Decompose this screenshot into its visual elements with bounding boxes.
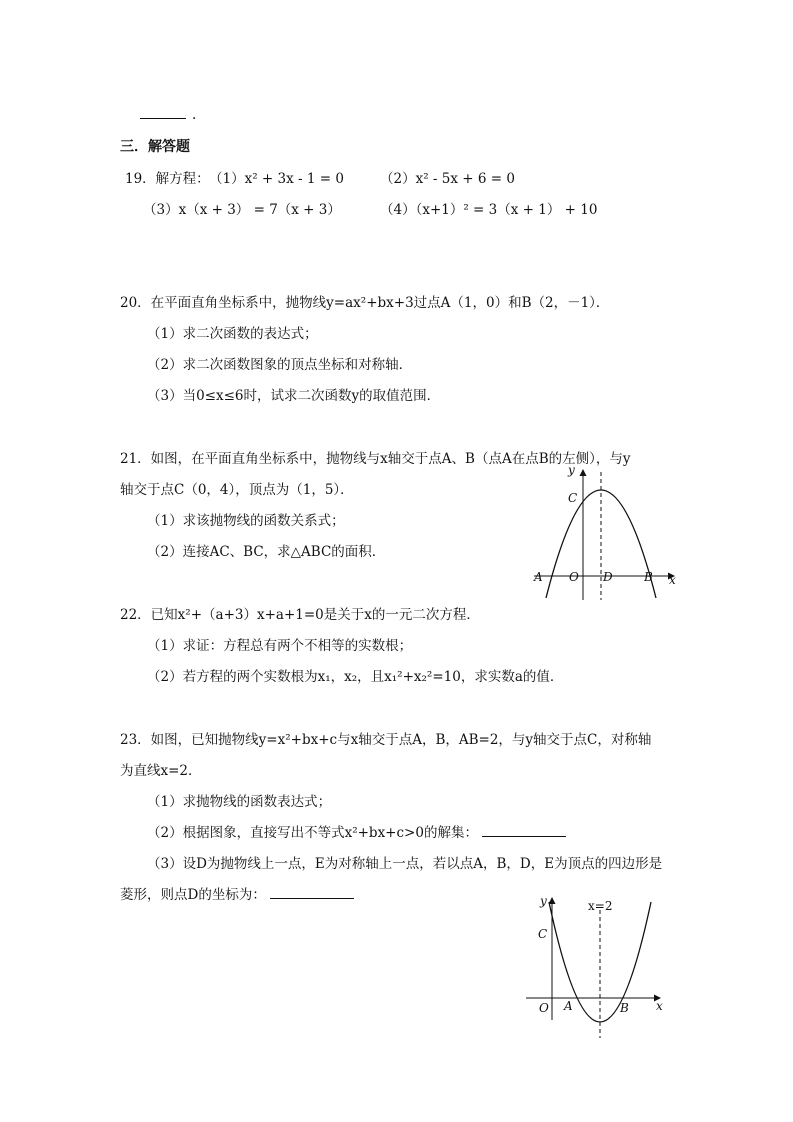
q21-part2: （2）连接AC、BC，求△ABC的面积．	[147, 544, 386, 560]
q22-part1: （1）求证：方程总有两个不相等的实数根；	[147, 638, 413, 654]
q23-label-C: C	[538, 927, 548, 941]
q23-part3b-row	[120, 883, 354, 903]
q23-label-axis: x=2	[588, 899, 613, 913]
q23-part3a: （3）设D为抛物线上一点，E为对称轴上一点，若以点A，B，D，E为顶点的四边形是	[147, 856, 663, 872]
q21-label-A: A	[534, 570, 543, 584]
q21-label-x: x	[669, 573, 676, 587]
q23-label-A: A	[564, 999, 573, 1013]
q19-part4: （4）（x+1）² = 3（x + 1） + 10	[380, 202, 598, 218]
q21-figure	[528, 460, 688, 602]
q21-label-O: O	[569, 570, 579, 584]
q21-label-D: D	[603, 570, 613, 584]
q19-part2: （2）x² - 5x + 6 = 0	[380, 171, 515, 187]
q23-line2: 为直线x=2．	[120, 763, 202, 779]
answer-blank-prev[interactable]	[140, 106, 196, 123]
q21-label-C: C	[568, 491, 578, 505]
q21-line1: 21．如图，在平面直角坐标系中，抛物线与x轴交于点A、B（点A在点B的左侧），与y	[120, 451, 631, 467]
q19-stem: 19．解方程：	[125, 171, 210, 187]
q19-part1: （1）x² + 3x - 1 = 0	[209, 171, 344, 187]
q23-part3b: 菱形，则点D的坐标为：	[120, 887, 266, 903]
q23-label-B: B	[620, 1001, 629, 1015]
q20-part3: （3）当0≤x≤6时，试求二次函数y的取值范围．	[147, 388, 441, 404]
q22-part2: （2）若方程的两个实数根为x₁，x₂，且x₁²+x₂²=10，求实数a的值．	[147, 669, 564, 685]
section-title: 三．解答题	[120, 139, 190, 155]
q21-label-B: B	[644, 570, 653, 584]
q23-label-x: x	[656, 999, 663, 1013]
q23-part1: （1）求抛物线的函数表达式；	[147, 794, 332, 810]
blank-period: .	[192, 107, 197, 123]
q23-part2: （2）根据图象，直接写出不等式x²+bx+c>0的解集：	[147, 825, 478, 841]
q23-figure	[522, 892, 672, 1040]
q22-stem: 22．已知x²+（a+3）x+a+1=0是关于x的一元二次方程．	[120, 607, 480, 623]
q23-label-y: y	[540, 894, 547, 908]
q21-line2: 轴交于点C（0，4），顶点为（1，5）．	[120, 482, 354, 498]
q21-part1: （1）求该抛物线的函数关系式；	[147, 513, 345, 529]
q20-part2: （2）求二次函数图象的顶点坐标和对称轴．	[147, 357, 413, 373]
q23-line1: 23．如图，已知抛物线y=x²+bx+c与x轴交于点A，B，AB=2，与y轴交于点C，对称轴	[120, 732, 652, 748]
q23-part2-row	[147, 821, 566, 841]
q23-part3b-blank[interactable]	[270, 886, 354, 899]
q21-label-y: y	[568, 463, 575, 477]
q19-part3: （3）x（x + 3） = 7（x + 3）	[143, 202, 341, 218]
q20-part1: （1）求二次函数的表达式；	[147, 326, 318, 342]
q20-stem: 20．在平面直角坐标系中，抛物线y=ax²+bx+3过点A（1，0）和B（2，－1）．	[120, 295, 610, 311]
q23-label-O: O	[539, 1001, 549, 1015]
q23-part2-blank[interactable]	[482, 824, 566, 837]
